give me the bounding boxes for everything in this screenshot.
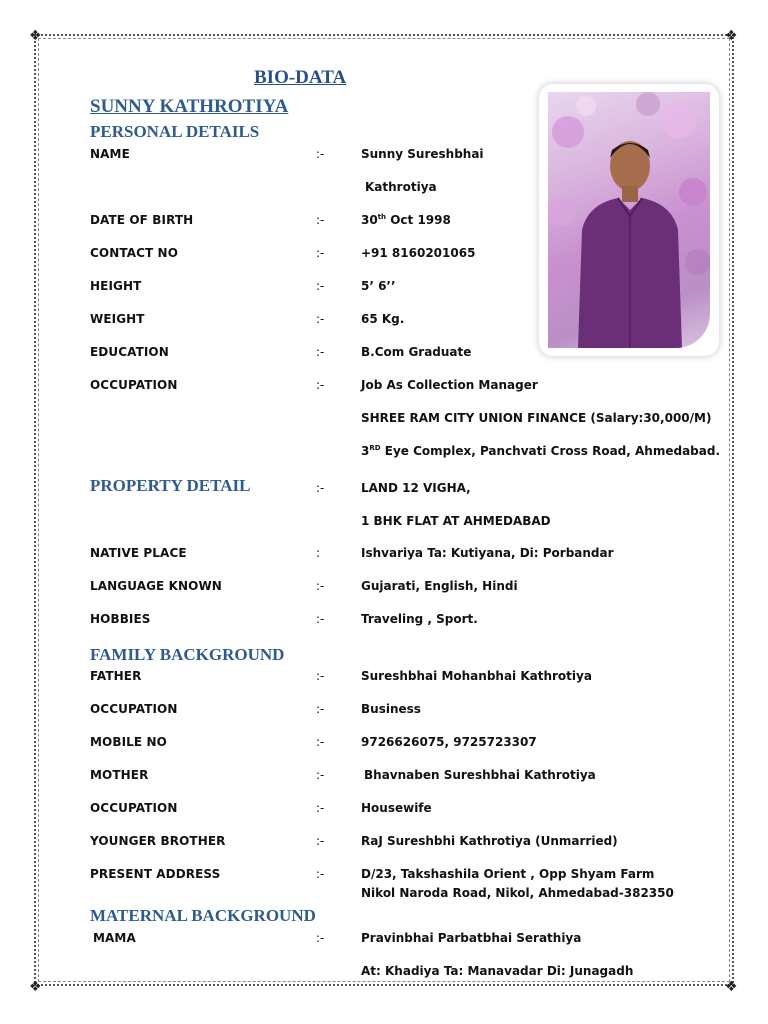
candidate-name-heading: SUNNY KATHROTIYA (90, 96, 289, 117)
native-place-label: NATIVE PLACE (90, 546, 187, 560)
section-family-background: FAMILY BACKGROUND (90, 645, 285, 664)
separator: :- (316, 481, 325, 495)
occupation-address-rest: Eye Complex, Panchvati Cross Road, Ahmedabad. (380, 444, 721, 458)
hobbies-value: Traveling , Sport. (361, 612, 478, 626)
section-maternal-background: MATERNAL BACKGROUND (90, 906, 316, 925)
mother-value: Bhavnaben Sureshbhai Kathrotiya (364, 768, 596, 782)
separator: :- (316, 612, 325, 626)
mobile-label: MOBILE NO (90, 735, 167, 749)
contact-label: CONTACT NO (90, 246, 179, 260)
separator: :- (316, 213, 325, 227)
name-value-line2: Kathrotiya (365, 180, 437, 194)
dob-day: 30 (361, 213, 378, 227)
mama-value-line1: Pravinbhai Parbatbhai Serathiya (361, 931, 582, 945)
mama-value-line2: At: Khadiya Ta: Manavadar Di: Junagadh (361, 964, 634, 978)
profile-photo (548, 92, 710, 348)
weight-label: WEIGHT (90, 312, 145, 326)
mobile-value: 9726626075, 9725723307 (361, 735, 537, 749)
corner-ornament-icon: ❖ (29, 28, 42, 44)
weight-value: 65 Kg. (361, 312, 405, 326)
occupation-label: OCCUPATION (90, 378, 178, 392)
occupation-address (361, 444, 720, 458)
height-value: 5’ 6’’ (361, 279, 396, 293)
separator: :- (316, 931, 325, 945)
occupation-address-number: 3 (361, 444, 370, 458)
separator: :- (316, 378, 325, 392)
occupation-value-line1: Job As Collection Manager (361, 378, 538, 392)
separator: :- (316, 147, 325, 161)
property-value-line2: 1 BHK FLAT AT AHMEDABAD (361, 514, 551, 528)
mother-label: MOTHER (90, 768, 149, 782)
separator: :- (316, 735, 325, 749)
name-label: NAME (90, 147, 130, 161)
separator: :- (316, 345, 325, 359)
separator: :- (316, 801, 325, 815)
mother-occupation-label: OCCUPATION (90, 801, 178, 815)
separator: :- (316, 768, 325, 782)
separator: :- (316, 834, 325, 848)
address-value-line2: Nikol Naroda Road, Nikol, Ahmedabad-382350 (361, 886, 674, 900)
occupation-address-suffix: RD (369, 444, 381, 452)
mother-occupation-value: Housewife (361, 801, 432, 815)
separator: :- (316, 279, 325, 293)
language-label: LANGUAGE KNOWN (90, 579, 222, 593)
contact-value: +91 8160201065 (361, 246, 476, 260)
corner-ornament-icon: ❖ (29, 979, 42, 995)
separator: :- (316, 669, 325, 683)
dob-rest: Oct 1998 (386, 213, 451, 227)
address-label: PRESENT ADDRESS (90, 867, 221, 881)
father-occupation-label: OCCUPATION (90, 702, 178, 716)
dob-value (361, 213, 451, 227)
property-value-line1: LAND 12 VIGHA, (361, 481, 471, 495)
separator: : (316, 546, 321, 560)
height-label: HEIGHT (90, 279, 142, 293)
separator: :- (316, 867, 325, 881)
separator: :- (316, 579, 325, 593)
father-occupation-value: Business (361, 702, 421, 716)
native-place-value: Ishvariya Ta: Kutiyana, Di: Porbandar (361, 546, 614, 560)
brother-value: RaJ Sureshbhi Kathrotiya (Unmarried) (361, 834, 618, 848)
mama-label: MAMA (93, 931, 136, 945)
occupation-value-line2: SHREE RAM CITY UNION FINANCE (Salary:30,000/M) (361, 411, 712, 425)
brother-label: YOUNGER BROTHER (90, 834, 226, 848)
section-property-detail: PROPERTY DETAIL (90, 476, 251, 495)
language-value: Gujarati, English, Hindi (361, 579, 518, 593)
profile-photo-frame (539, 84, 719, 356)
dob-suffix: th (377, 213, 387, 221)
education-value: B.Com Graduate (361, 345, 472, 359)
separator: :- (316, 702, 325, 716)
separator: :- (316, 246, 325, 260)
corner-ornament-icon: ❖ (725, 979, 738, 995)
hobbies-label: HOBBIES (90, 612, 151, 626)
section-personal-details: PERSONAL DETAILS (90, 122, 260, 141)
document-title: BIO-DATA (254, 67, 347, 88)
corner-ornament-icon: ❖ (725, 28, 738, 44)
separator: :- (316, 312, 325, 326)
dob-label: DATE OF BIRTH (90, 213, 194, 227)
person-photo-illustration (548, 92, 710, 348)
father-label: FATHER (90, 669, 142, 683)
name-value-line1: Sunny Sureshbhai (361, 147, 484, 161)
education-label: EDUCATION (90, 345, 169, 359)
address-value-line1: D/23, Takshashila Orient , Opp Shyam Farm (361, 867, 655, 881)
father-value: Sureshbhai Mohanbhai Kathrotiya (361, 669, 592, 683)
